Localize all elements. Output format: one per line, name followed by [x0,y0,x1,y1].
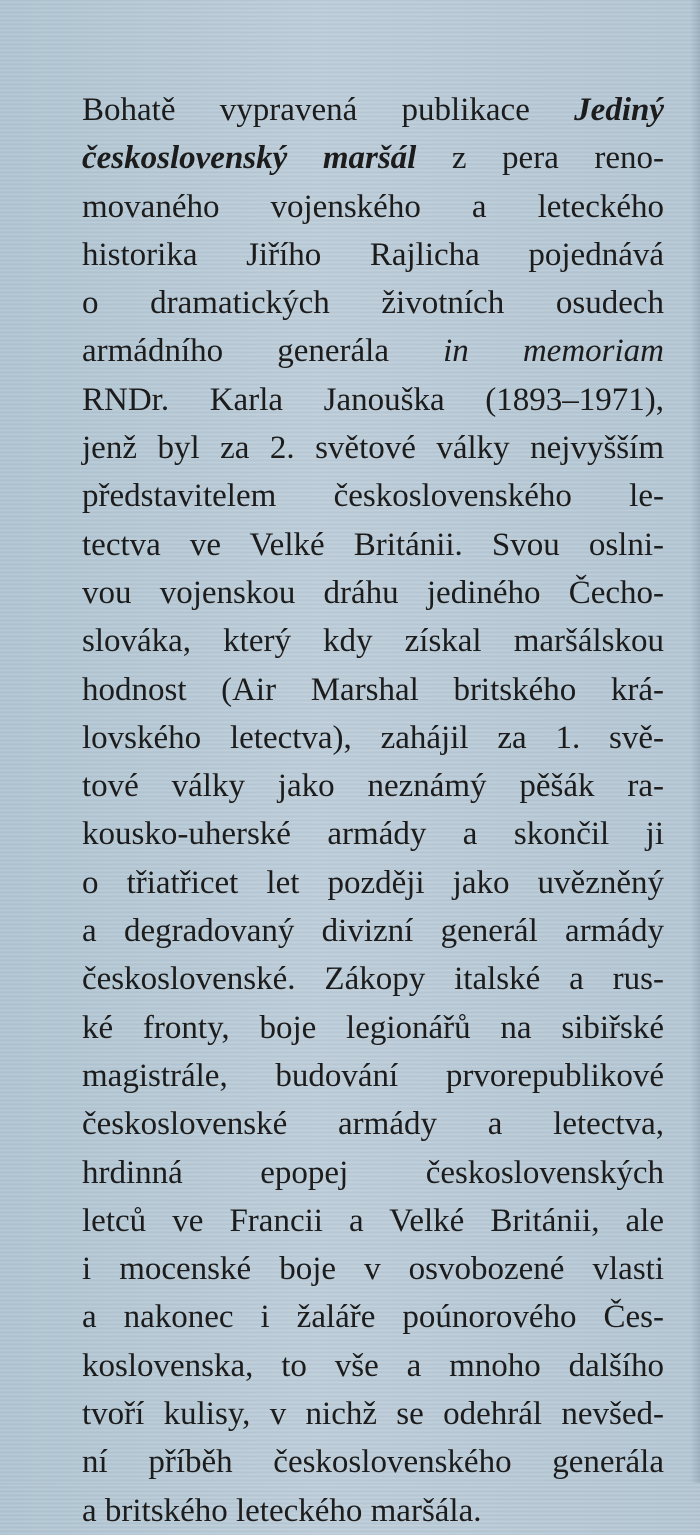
text-line: hrdinná epopej československých [82,1154,664,1191]
text-line: o dramatických životních osudech [82,285,664,322]
cover-edge-shadow [690,0,700,1483]
text-line: o třiatřicet let později jako uvězněný [82,864,664,901]
text-line: kousko-uherské armády a skončil ji [82,816,664,853]
text-line: magistrále, budování prvorepublikové [82,1057,664,1094]
text-line: československé. Zákopy italské a rus- [82,961,664,998]
text-line: historika Jiřího Rajlicha pojednává [82,236,664,273]
text-line: RNDr. Karla Janouška (1893–1971), [82,381,664,418]
book-title-part-2: československý maršál [82,140,417,177]
text-line: ní příběh československého generála [82,1444,664,1481]
text-line: lovského letectva), zahájil za 1. svě- [82,719,664,756]
text-line: československé armády a letectva, [82,1106,664,1143]
book-title-part-1: Jediný [574,92,664,128]
text-line: hodnost (Air Marshal britského krá- [82,671,664,708]
text-line: ké fronty, boje legionářů na sibiřské [82,1009,664,1046]
text-line: vou vojenskou dráhu jediného Čecho- [82,574,664,611]
text-line: letců ve Francii a Velké Británii, ale [82,1202,664,1239]
text-line: tvoří kulisy, v nichž se odehrál nevšed- [82,1396,664,1433]
text-line: Bohatě vypravená publikace Jediný [82,92,664,128]
text-line: československý maršál z pera reno- [82,140,664,177]
text-line: a degradovaný divizní generál armády [82,913,664,950]
text-line: koslovenska, to vše a mnoho dalšího [82,1347,664,1384]
text-line: armádního generála in memoriam [82,333,664,370]
text-line-final: a britského leteckého maršála. [82,1492,482,1529]
text-line: představitelem československého le- [82,478,664,515]
text-line: slováka, který kdy získal maršálskou [82,623,664,660]
description-paragraph [82,86,664,1535]
text-line: tové války jako neznámý pěšák ra- [82,768,664,805]
latin-phrase: in memoriam [443,333,664,370]
text-line: a nakonec i žaláře poúnorového Čes- [82,1299,664,1336]
text-line: tectva ve Velké Británii. Svou oslni- [82,526,664,563]
text-line: jenž byl za 2. světové války nejvyšším [82,430,664,467]
text-line: movaného vojenského a leteckého [82,188,664,225]
text-line: i mocenské boje v osvobozené vlasti [82,1251,664,1288]
